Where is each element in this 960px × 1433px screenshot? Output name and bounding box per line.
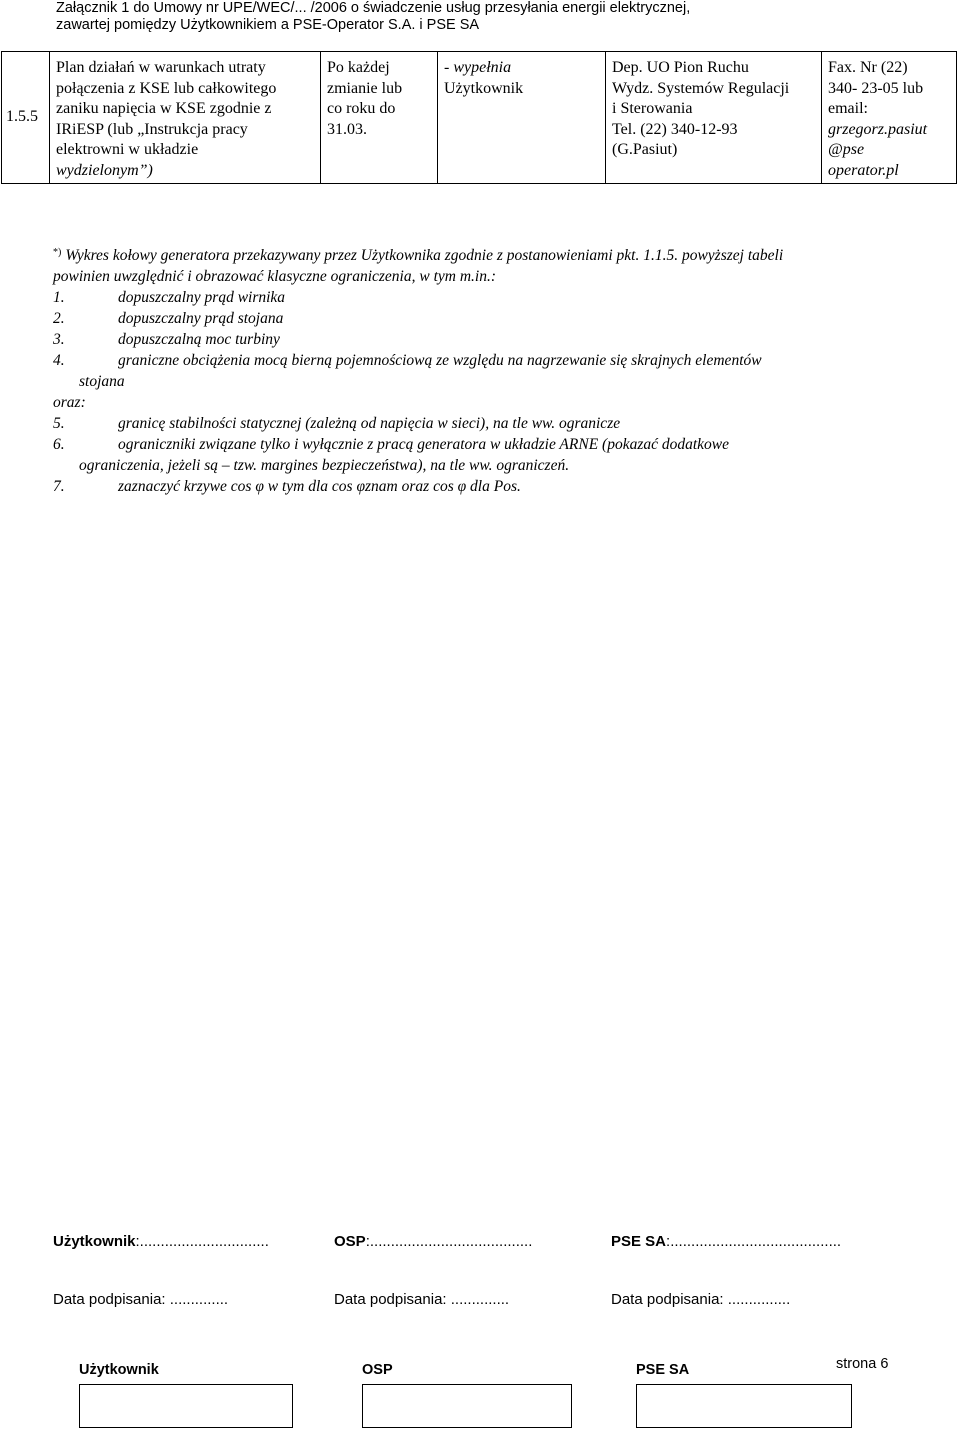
- row-description: [50, 52, 321, 184]
- description-line: wydzielonym”): [56, 161, 153, 179]
- list-item-text: granicę stabilności statycznej (zależną od napięcia w sieci), na tle ww. ograniczе: [118, 415, 621, 432]
- list-item-text: graniczne obciążenia mocą bierną pojemnościową ze względu na nagrzewanie się skrajnych elementów: [118, 352, 762, 369]
- department-line: Dep. UO Pion Ruchu: [612, 59, 749, 76]
- responsible-prefix: - wypełnia: [444, 59, 512, 76]
- table-row: [2, 52, 957, 184]
- signature-user-label: Użytkownik: [53, 1233, 136, 1250]
- initials-box-osp[interactable]: [362, 1384, 572, 1428]
- list-item-number: 2.: [53, 310, 65, 327]
- list-item-text: zaznaczyć krzywe cos φ w tym dla cos φznam oraz cos φ dla Pos.: [118, 478, 521, 495]
- list-item-continuation: ograniczenia, jeżeli są – tzw. margines bezpieczeństwa), na tle ww. ograniczeń.: [79, 457, 570, 474]
- list-item-text: dopuszczalny prąd stojana: [118, 310, 284, 327]
- signature-osp-line: :.......................................: [365, 1233, 533, 1250]
- notes-intro-line-2: powinien uwzględnić i obrazować klasyczne ograniczenia, w tym m.in.:: [53, 268, 496, 285]
- page-number: strona 6: [836, 1356, 889, 1372]
- footer-pse-label: PSE SA: [636, 1362, 690, 1378]
- list-item: [53, 329, 923, 350]
- data-table: [1, 51, 957, 184]
- date-pse: Data podpisania: ...............: [611, 1291, 791, 1308]
- email-part: @pse: [828, 141, 865, 159]
- frequency-line: Po każdej: [327, 59, 390, 76]
- email-label: email:: [828, 100, 868, 118]
- department-line: i Sterowania: [612, 100, 693, 118]
- footer-osp-label: OSP: [362, 1362, 393, 1378]
- responsible-user: Użytkownik: [444, 79, 524, 97]
- initials-box-pse[interactable]: [636, 1384, 852, 1428]
- description-line: połączenia z KSE lub całkowitego: [56, 79, 277, 97]
- list-item-number: 3.: [53, 331, 65, 348]
- header-line-1: Załącznik 1 do Umowy nr UPE/WEC/... /2006 o świadczenie usług przesyłania energii elektrycznej,: [56, 0, 691, 16]
- signature-pse-line: :.........................................: [666, 1233, 842, 1250]
- list-item-number: 7.: [53, 478, 65, 495]
- list-item: [53, 350, 923, 371]
- description-line: elektrowni w układzie: [56, 141, 199, 159]
- row-number: 1.5.5: [2, 52, 50, 184]
- fax-number: 340- 23-05 lub: [828, 79, 924, 97]
- footnote-marker: *): [53, 247, 62, 258]
- description-line: IRiESP (lub „Instrukcja pracy: [56, 120, 248, 138]
- list-item-text: dopuszczalną moc turbiny: [118, 331, 280, 348]
- list-item-continuation: stojana: [79, 373, 125, 390]
- department-line: (G.Pasiut): [612, 141, 678, 159]
- description-line: Plan działań w warunkach utraty: [56, 59, 266, 76]
- fax-label: Fax. Nr (22): [828, 59, 908, 76]
- list-item-number: 6.: [53, 436, 65, 453]
- signature-pse: [611, 1233, 841, 1250]
- date-osp: Data podpisania: ..............: [334, 1291, 510, 1308]
- signature-osp: [334, 1233, 532, 1250]
- list-item-number: 1.: [53, 289, 65, 306]
- signature-pse-label: PSE SA: [611, 1233, 667, 1250]
- list-item: [53, 413, 923, 434]
- list-item-number: 5.: [53, 415, 65, 432]
- list-item: [53, 434, 923, 455]
- footer-user-label: Użytkownik: [79, 1362, 159, 1378]
- notes-intro-line-1: Wykres kołowy generatora przekazywany przez Użytkownika zgodnie z postanowieniami pkt. 1.1.5. powyższej tabeli: [65, 247, 784, 264]
- frequency-line: 31.03.: [327, 120, 367, 138]
- frequency-line: co roku do: [327, 100, 396, 118]
- list-item: [53, 308, 923, 329]
- list-item: [53, 287, 923, 308]
- signature-user: [53, 1233, 269, 1250]
- email-part: operator.pl: [828, 161, 899, 179]
- email-part: grzegorz.pasiut: [828, 120, 928, 138]
- list-item-number: 4.: [53, 352, 65, 369]
- notes-oraz: oraz:: [53, 394, 86, 411]
- signature-user-line: :...............................: [135, 1233, 269, 1250]
- initials-box-user[interactable]: [79, 1384, 293, 1428]
- signature-osp-label: OSP: [334, 1233, 366, 1250]
- row-contact: [822, 52, 957, 184]
- header-line-2: zawartej pomiędzy Użytkownikiem a PSE-Operator S.A. i PSE SA: [56, 17, 480, 33]
- list-item-text: ograniczniki związane tylko i wyłącznie z pracą generatora w układzie ARNE (pokazać dodatkowe: [118, 436, 730, 453]
- row-responsible: [438, 52, 606, 184]
- date-user: Data podpisania: ..............: [53, 1291, 229, 1308]
- row-frequency: [321, 52, 438, 184]
- document-header: [56, 0, 690, 34]
- notes-intro: [53, 245, 923, 266]
- frequency-line: zmianie lub: [327, 79, 403, 97]
- row-department: [606, 52, 822, 184]
- description-line: zaniku napięcia w KSE zgodnie z: [56, 100, 272, 118]
- department-line: Wydz. Systemów Regulacji: [612, 79, 790, 97]
- list-item: [53, 476, 923, 497]
- list-item-text: dopuszczalny prąd wirnika: [118, 289, 286, 306]
- department-line: Tel. (22) 340-12-93: [612, 120, 738, 138]
- notes-section: [53, 245, 923, 497]
